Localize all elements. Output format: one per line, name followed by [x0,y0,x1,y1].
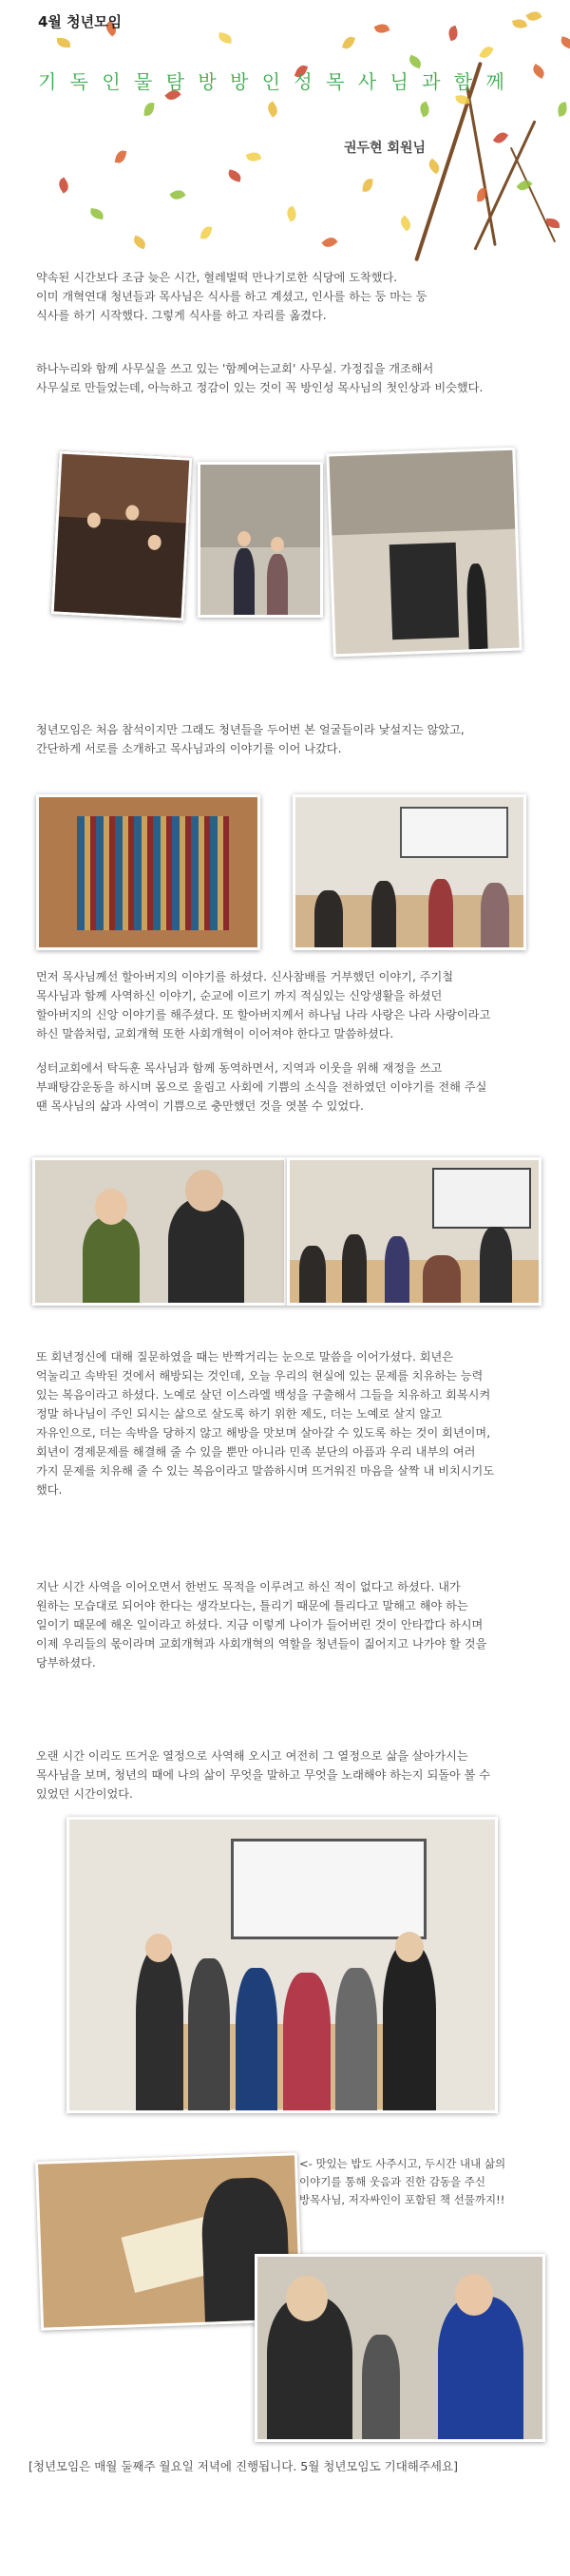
leaf-layer [0,0,570,266]
leaf-icon [321,235,337,250]
leaf-icon [169,187,185,202]
leaf-icon [342,35,355,51]
photo-meeting-table [293,794,526,950]
leaf-icon [455,94,469,105]
leaf-icon [56,177,71,193]
leaf-icon [115,149,127,164]
photo-office-building [326,448,522,658]
photo-book-gift [255,2254,545,2442]
photo-group [66,1817,498,2113]
paragraph-8: 오랜 시간 이리도 뜨거운 열정으로 사역해 오시고 여전히 그 열정으로 삶을 살아가시는 목사님을 보며, 청년의 때에 나의 삶이 무엇을 말하고 무엇을 노래해야 하는지 되돌아 볼 수 있었던 시간이었다. [36,1749,491,1801]
paragraph-1: 약속된 시간보다 조금 늦은 시간, 혈레벌떡 만나기로한 식당에 도착했다. 이미 개혁연대 청년들과 목사님은 식사를 하고 계셨고, 인사를 하는 둥 마는 둥 식사를 하기 시작했다. 그렇게 식사를 하고 자리를 옮겼다. [36,271,428,322]
leaf-icon [57,38,70,48]
leaf-icon [446,26,460,41]
leaf-icon [132,236,148,250]
footer-note: [청년모임은 매월 둘째주 월요일 저녁에 진행됩니다. 5월 청년모임도 기대해주세요] [28,2459,458,2473]
leaf-icon [218,32,232,44]
leaf-icon [417,102,431,118]
leaf-icon [479,44,493,60]
leaf-icon [546,219,560,228]
paragraph-2: 하나누리와 함께 사무실을 쓰고 있는 '함께여는교회' 사무실. 가정집을 개조해서 사무실로 만들었는데, 아늑하고 정감이 있는 것이 꼭 방인성 목사님의 첫인상과 비슷했다. [36,362,484,394]
paragraph-5: 성터교회에서 탁득훈 목사님과 함께 동역하면서, 지역과 이웃을 위해 재정을 쓰고 부패탕감운동을 하시며 몸으로 울림고 사회에 기쁨의 소식을 전하였던 이야기를 전해 주실 땐 목사님의 삶과 사역이 기쁨으로 충만했던 것을 엿볼 수 있었다. [36,1061,487,1113]
photo-restaurant [51,450,193,620]
leaf-icon [517,177,533,193]
leaf-icon [398,215,414,231]
leaf-icon [426,159,442,175]
leaf-icon [560,36,570,49]
month-label: 4월 청년모임 [38,13,123,30]
leaf-icon [144,103,155,117]
paragraph-6: 또 회년정신에 대해 질문하였을 때는 반짝거리는 눈으로 말씀을 이어가셨다. 회년은 억눌리고 속박된 것에서 해방되는 것인데, 오늘 우리의 현실에 있는 문제를 치유하는 능력 있는 복음이라고 하셨다. 노예로 살던 이스라엘 백성을 구출해서 그들을 치유하고 회복시켜 정말 하나님이 주인 되시는 삶으로 살도록 하기 위한 제도, 더는 노예로 살지 않고 자유인으로, 더는 속박을 당하지 않고 해방을 맛보며 살아갈 수 있도록 하는 것이 회년이며, 회년이 경제문제를 해결해 줄 수 있을 뿐만 아니라 민족 분단의 아픔과 우리 내부의 여러 가지 문제를 치유해 줄 수 있는 복음이라고 말씀하시며 뜨거워진 마음을 살짝 내 비치시기도 했다. [36,1350,495,1497]
leaf-icon [477,188,487,202]
photo-group-discussion [287,1157,542,1306]
leaf-icon [246,150,262,164]
leaf-icon [530,64,546,79]
paragraph-4: 먼저 목사님께선 할아버지의 이야기를 하셨다. 신사참배를 거부했던 이야기, 주기철 목사님과 함께 사역하신 이야기, 순교에 이르기 까지 적심있는 신앙생활을 하셨던 할아버지의 신앙 이야기를 해주셨다. 또 할아버지께서 하나님 나라 사랑은 나라 사랑이라고 하신 말씀처럼, 교회개혁 또한 사회개혁이 이어져야 한다고 말씀하셨다. [36,970,491,1040]
photo-bookshelf [36,794,260,950]
leaf-icon [284,205,298,221]
paragraph-7: 지난 시간 사역을 이어오면서 한번도 목적을 이루려고 하신 적이 없다고 하셨다. 내가 원하는 모습대로 되어야 한다는 생각보다는, 틀리기 때문에 틀리다고 말해고 해야 하는 일이기 때문에 해온 일이라고 하셨다. 지금 이렇게 나이가 들어버린 것이 안타깝다 하시며 이제 우리들의 몫이라며 교회개혁과 사회개혁의 역할을 청년들이 짊어지고 나가야 할 것을 당부하셨다. [36,1580,487,1670]
leaf-icon [493,129,508,145]
paragraph-3: 청년모임은 처음 참석이지만 그래도 청년들을 두어번 본 얼굴들이라 낯설지는 않았고, 간단하게 서로를 소개하고 목사님과의 이야기를 이어 나갔다. [36,723,465,755]
leaf-icon [227,169,242,181]
photo-pastor-talking [32,1157,287,1306]
leaf-icon [557,102,568,117]
leaf-icon [200,225,213,240]
leaf-icon [89,208,104,219]
leaf-icon [525,9,542,24]
page-title: 기 독 인 물 탐 방 방 인 성 목 사 님 과 함 께 [38,70,508,93]
leaf-icon [512,17,527,29]
photo-street [198,462,323,618]
photo-caption: <- 맛있는 밥도 사주시고, 두시간 내내 삶의 이야기를 통해 웃음과 진한 감동을 주신 방목사님, 저자싸인이 포함된 책 선물까지!! [299,2157,506,2206]
leaf-icon [362,179,372,193]
author-name: 권두현 회원님 [344,141,427,156]
leaf-icon [374,22,390,36]
leaf-icon [265,101,280,117]
